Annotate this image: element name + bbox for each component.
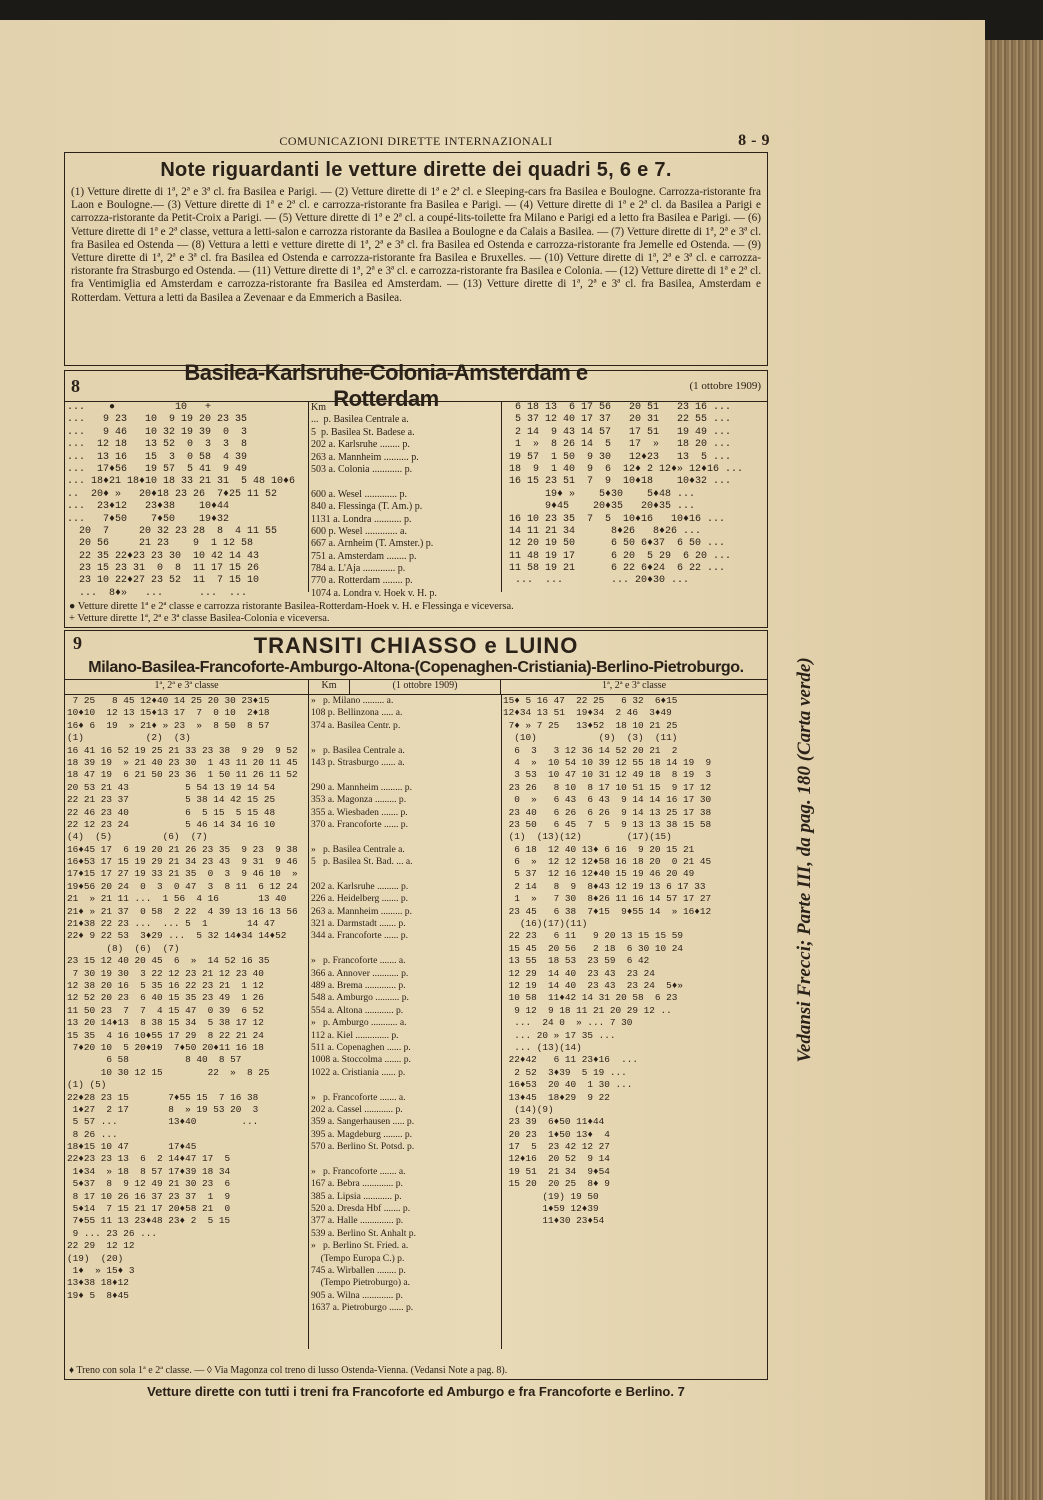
time-row: 17♦15 17 27 19 33 21 35 0 3 9 46 10 » [67,868,298,880]
time-row: 11 50 23 7 7 4 15 47 0 39 6 52 [67,1004,264,1016]
time-row: 23 39 6♦50 11♦44 [503,1116,605,1128]
time-row: 1♦34 » 18 8 57 17♦39 18 34 [67,1165,231,1177]
table-title: TRANSITI CHIASSO e LUINO [253,633,579,658]
time-row: 20 56 21 23 9 1 12 58 [67,538,254,550]
timetable-9-left-times [67,695,298,1302]
station-row: » p. Francoforte ....... a. [311,955,406,967]
time-row: ... 9 46 10 32 19 39 0 3 [67,426,248,438]
table-title: Basilea-Karlsruhe-Colonia-Amsterdam e Rotterdam [184,360,588,411]
timetable-8-stations [311,402,437,600]
time-row: 3 53 10 47 10 31 12 49 18 8 19 3 [503,769,712,781]
station-row: 570 a. Berlino St. Potsd. p. [311,1141,415,1153]
station-row: » p. Francoforte ....... a. [311,1091,406,1103]
time-row: 16♦53 20 40 1 30 ... [503,1079,633,1091]
time-row: 12 52 20 23 6 40 15 35 23 49 1 26 [67,992,264,1004]
station-row: 1074 a. Londra v. Hoek v. H. p. [311,587,437,599]
time-row: 15 35 4 16 10♦55 17 29 8 22 21 24 [67,1029,264,1041]
station-row: » p. Francoforte ....... a. [311,1165,406,1177]
station-row: 202 a. Cassel ............ p. [311,1103,403,1115]
time-row: ... 8♦» ... ... ... [67,587,248,599]
time-row: 10 58 11♦42 14 31 20 58 6 23 [503,992,678,1004]
time-row: 13 20 14♦13 8 38 15 34 5 38 17 12 [67,1017,264,1029]
time-row: 15 20 20 25 8♦ 9 [503,1178,610,1190]
time-row: 6 18 12 40 13♦ 6 16 9 20 15 21 [503,843,695,855]
notes-box [64,152,768,366]
time-row: 19♦ » 5♦30 5♦48 ... [503,488,696,500]
time-row: 13♦38 18♦12 [67,1277,129,1289]
station-row: 395 a. Magdeburg ........ p. [311,1128,413,1140]
timetable-9-header [65,631,767,680]
timetable-8-footnotes [69,601,763,625]
station-row: 321 a. Darmstadt ....... p. [311,918,406,930]
station-row: 359 a. Sangerhausen ..... p. [311,1116,415,1128]
time-row: 15 45 20 56 2 18 6 30 10 24 [503,942,684,954]
time-row: ... 20 » 17 35 ... [503,1029,616,1041]
station-row: 503 a. Colonia ............ p. [311,463,413,475]
station-row: 344 a. Francoforte ...... p. [311,930,408,942]
time-row: 16♦53 17 15 19 29 21 34 23 43 9 31 9 46 [67,856,298,868]
station-row [311,476,437,488]
time-row: (14)(9) [503,1103,554,1115]
time-row: 13♦45 18♦29 9 22 [503,1091,610,1103]
timetable-8-grid [65,402,767,599]
time-row: 16♦45 17 6 19 20 21 26 23 35 9 23 9 38 [67,843,298,855]
station-row: 667 a. Arnheim (T. Amster.) p. [311,538,434,550]
station-row: 370 a. Francoforte ...... p. [311,818,408,830]
time-row: 1♦59 12♦39 [503,1203,599,1215]
time-row: ... 17♦56 19 57 5 41 9 49 [67,463,248,475]
time-row: 22♦42 6 11 23♦16 ... [503,1054,639,1066]
side-text: Vedansi Frecci; Parte III, da pag. 180 (Carta verde) [794,657,815,1063]
time-row: 19♦ 5 8♦45 [67,1289,129,1301]
time-row: (4) (5) (6) (7) [67,831,208,843]
time-row: 23 15 23 31 0 8 11 17 15 26 [67,563,260,575]
time-row: 2 14 9 43 14 57 17 51 19 49 ... [503,426,732,438]
time-row: 17 5 23 42 12 27 [503,1141,610,1153]
time-row: 2 52 3♦39 5 19 ... [503,1066,627,1078]
time-row: 15♦ 5 16 47 22 25 6 32 6♦15 [503,695,678,706]
table-number: 9 [73,633,82,653]
station-row: 202 a. Karlsruhe ........ p. [311,439,410,451]
time-row: 20 7 20 32 23 28 8 4 11 55 [67,525,278,537]
station-row: 290 a. Mannheim ......... p. [311,781,412,793]
station-row: 374 a. Basilea Centr. p. [311,719,401,731]
time-row: 23 26 8 10 8 17 10 51 15 9 17 12 [503,781,712,793]
station-row: (Tempo Europa C.) p. [311,1252,405,1264]
time-row: 9 12 9 18 11 21 20 29 12 .. [503,1004,672,1016]
time-row: 6 18 13 6 17 56 20 51 23 16 ... [503,402,732,413]
table-date: (1 ottobre 1909) [350,680,501,694]
time-row: 16 15 23 51 7 9 10♦18 10♦32 ... [503,476,732,488]
time-row: 12 19 14 40 23 43 23 24 5♦» [503,979,684,991]
time-row: 21 » 21 11 ... 1 56 4 16 13 40 [67,893,287,905]
time-row: (19) (20) [67,1252,124,1264]
station-row: 202 a. Karlsruhe ......... p. [311,880,409,892]
time-row: ... 12 18 13 52 0 3 3 8 [67,439,248,451]
time-row: 23 10 22♦27 23 52 11 7 15 10 [67,575,260,587]
time-row: 7♦55 11 13 23♦48 23♦ 2 5 15 [67,1215,231,1227]
time-row: ... ● 10 + [67,402,230,413]
time-row: 22 46 23 40 6 5 15 5 15 48 [67,806,276,818]
station-row: 600 p. Wesel ............. a. [311,525,407,537]
time-row: 11 48 19 17 6 20 5 29 6 20 ... [503,550,732,562]
time-row: 21♦ » 21 37 0 58 2 22 4 39 13 16 13 56 [67,905,298,917]
table-date: (1 ottobre 1909) [689,380,761,392]
km-header: Km [309,680,350,694]
station-row: » p. Amburgo ........... a. [311,1017,407,1029]
time-row: 19 57 1 50 9 30 12♦23 13 5 ... [503,451,732,463]
time-row: 10 30 12 15 22 » 8 25 [67,1066,270,1078]
station-row: 263 a. Mannheim .......... p. [311,451,419,463]
time-row: 7♦ » 7 25 13♦52 18 10 21 25 [503,719,678,731]
time-row: 23 50 6 45 7 5 9 13 13 38 15 58 [503,818,712,830]
class-left: 1ª, 2ª e 3ª classe [65,680,309,694]
station-row: 554 a. Altona ............ p. [311,1004,404,1016]
footnote-cross: + Vetture dirette 1ª, 2ª e 3ª classe Basilea-Colonia e viceversa. [69,613,330,624]
station-row [311,732,416,744]
station-row: 770 a. Rotterdam ........ p. [311,575,413,587]
station-row: 1637 a. Pietroburgo ...... p. [311,1302,414,1314]
station-row [311,1153,416,1165]
station-row: 263 a. Mannheim ......... p. [311,905,412,917]
timetable-8-right-times [503,402,743,588]
time-row: 20 23 1♦50 13♦ 4 [503,1128,610,1140]
time-row: 12 29 14 40 23 43 23 24 [503,967,655,979]
time-row: ... 9 23 10 9 19 20 23 35 [67,414,248,426]
time-row: ... 18♦21 18♦10 18 33 21 31 5 48 10♦6 [67,476,296,488]
time-row: ... 7♦50 7♦50 19♦32 [67,513,230,525]
station-row [311,1079,416,1091]
table-number: 8 [71,375,80,396]
station-row: 745 a. Wirballen ........ p. [311,1264,406,1276]
station-row: 1131 a. Londra ........... p. [311,513,412,525]
notes-text: (1) Vetture dirette di 1ª, 2ª e 3ª cl. fra Basilea e Parigi. — (2) Vetture dirette di 1ª e 2ª cl. e Sleeping-cars fra Basilea e Boulogne. Carrozza-ristorante fra Laon e Boulogne.— (3) Vetture dirette di 1ª e 2ª cl. e carrozza-ristorante fra Basilea e Parigi. — (4) Vetture dirette di 1ª e 2ª cl. da Basilea a Parigi e carrozza-ristorante da Petit-Croix a Parigi. — (5) Vetture dirette di 1ª e 2ª cl. a coupé-lits-toilette fra Milano e Parigi ed a letto fra Basilea e Parigi. — (6) Vetture dirette di 1ª e 2ª classe, vettura a letti-salon e carrozza ristorante da Basilea a Boulogne e da Calais a Basilea. — (7) Vetture dirette di 1ª, 2ª e 3ª cl. fra Basilea ed Ostenda — (8) Vettura a letti e vetture dirette di 1ª, 2ª e 3ª cl. fra Basilea ed Ostenda e carrozza-ristorante fra Jemelle ed Ostenda. — (9) Vetture dirette di 1ª, 2ª e 3ª cl. fra Basilea ed Ostenda e carrozza-ristorante fra Basilea e Bruxelles. — (10) Vetture dirette di 1ª, 2ª e 3ª cl. e carrozza-ristorante fra Strasburgo ed Ostenda. — (11) Vetture dirette di 1ª, 2ª e 3ª cl. e carrozza-ristorante fra Basilea e Colonia. — (12) Vetture dirette di 1ª e 2ª cl. fra Ventimiglia ed Amsterdam e carrozza-ristorante fra Basilea ed Amsterdam. — (13) Vetture dirette di 1ª, 2ª e 3ª cl. fra Basilea, Amsterdam e Rotterdam. Vettura a letti da Basilea a Zevenaar e da Emmerich a Basilea. [71,186,761,304]
station-row: » p. Basilea Centrale a. [311,843,405,855]
time-row: 5♦14 7 15 21 17 20♦58 21 0 [67,1203,231,1215]
time-row: ... (13)(14) [503,1041,582,1053]
station-row: 600 a. Wesel ............. p. [311,488,407,500]
station-row: ... p. Basilea Centrale a. [311,414,409,426]
timetable-9-right-times [503,695,711,1228]
time-row: 5 57 ... 13♦40 ... [67,1116,259,1128]
time-row: 4 » 10 54 10 39 12 55 18 14 19 9 [503,756,712,768]
time-row: 12 20 19 50 6 50 6♦37 6 50 ... [503,538,726,550]
time-row: 7 30 19 30 3 22 12 23 21 12 23 40 [67,967,264,979]
time-row: 18 47 19 6 21 50 23 36 1 50 11 26 11 52 [67,769,298,781]
time-row: 11 58 19 21 6 22 6♦24 6 22 ... [503,563,726,575]
station-row [311,831,416,843]
station-row: 5 p. Basilea St. Badese a. [311,426,415,438]
station-row: 539 a. Berlino St. Anhalt p. [311,1227,416,1239]
time-row: ... ... ... 20♦30 ... [503,575,690,587]
station-row: 5 p. Basilea St. Bad. ... a. [311,856,413,868]
time-row: 7♦20 10 5 20♦19 7♦50 20♦11 16 18 [67,1041,264,1053]
station-row: 1008 a. Stoccolma ....... p. [311,1054,411,1066]
station-row: 108 p. Bellinzona ..... a. [311,707,403,719]
time-row: 23 15 12 40 20 45 6 » 14 52 16 35 [67,955,270,967]
station-row: 520 a. Dresda Hbf ....... p. [311,1203,411,1215]
station-row: 784 a. L'Aja ............. p. [311,563,406,575]
time-row: 5 37 12 16 12♦40 15 19 46 20 49 [503,868,695,880]
station-row: 1022 a. Cristiania ...... p. [311,1066,406,1078]
station-row: 355 a. Wiesbaden ....... p. [311,806,408,818]
time-row: 19♦56 20 24 0 3 0 47 3 8 11 6 12 24 [67,880,298,892]
timetable-8 [64,360,768,628]
notes-title: Note riguardanti le vetture dirette dei quadri 5, 6 e 7. [160,159,672,181]
station-row: 489 a. Brema ............. p. [311,979,406,991]
time-row: (1) (2) (3) [67,732,191,744]
time-row: 22 21 23 37 5 38 14 42 15 25 [67,794,276,806]
timetable-9-grid [65,695,767,1349]
time-row: (19) 19 50 [503,1190,599,1202]
time-row: 2 14 8 9 8♦43 12 19 13 6 17 33 [503,880,706,892]
time-row: 8 17 10 26 16 37 23 37 1 9 [67,1190,231,1202]
time-row: 12 38 20 16 5 35 16 22 23 21 1 12 [67,979,264,991]
time-row: (16)(17)(11) [503,918,588,930]
time-row: (8) (6) (7) [67,942,180,954]
timetable-9-footnote: ♦ Treno con sola 1ª e 2ª classe. — ◊ Via Magonza col treno di lusso Ostenda-Vienna. (Vedansi Note a pag. 8). [69,1365,508,1376]
bottom-line: Vetture dirette con tutti i treni fra Francoforte ed Amburgo e fra Francoforte e Berlino. 7 [147,1384,685,1399]
station-row [311,769,416,781]
book-edge-strip [985,40,1043,1500]
time-row: 16 10 23 35 7 5 10♦16 10♦16 ... [503,513,726,525]
time-row: 1♦27 2 17 8 » 19 53 20 3 [67,1103,259,1115]
running-head [62,128,770,154]
class-header-row [65,680,767,695]
time-row: 22 35 22♦23 23 30 10 42 14 43 [67,550,260,562]
time-row: 16♦ 6 19 » 21♦ » 23 » 8 50 8 57 [67,719,270,731]
time-row: 23 45 6 38 7♦15 9♦55 14 » 16♦12 [503,905,712,917]
time-row: 18♦15 10 47 17♦45 [67,1141,197,1153]
time-row: 23 40 6 26 6 26 9 14 13 25 17 38 [503,806,712,818]
time-row: 22♦28 23 15 7♦55 15 7 16 38 [67,1091,259,1103]
time-row: 12♦34 13 51 19♦34 2 46 3♦49 [503,707,672,719]
time-row: 10♦10 12 13 15♦13 17 7 0 10 2♦18 [67,707,270,719]
timetable-9-stations [311,695,416,1315]
time-row: 6 3 3 12 36 14 52 20 21 2 [503,744,678,756]
time-row: 6 58 8 40 8 57 [67,1054,242,1066]
station-row: 226 a. Heidelberg ....... p. [311,893,409,905]
time-row: 22♦23 23 13 6 2 14♦47 17 5 [67,1153,231,1165]
km-header: Km [311,402,326,413]
footnote-dot: ● Vetture dirette 1ª e 2ª classe e carrozza ristorante Basilea-Rotterdam-Hoek v. H. e Flessinga e viceversa. [69,601,514,612]
time-row: 1 » 7 30 8♦26 11 16 14 57 17 27 [503,893,712,905]
time-row: 14 11 21 34 8♦26 8♦26 ... [503,525,702,537]
timetable-9 [64,630,768,1380]
table-subtitle: Milano-Basilea-Francoforte-Amburgo-Altona-(Copenaghen-Cristiania)-Berlino-Pietroburgo. [88,659,744,676]
time-row: 22 29 12 12 [67,1240,135,1252]
time-row: 13 55 18 53 23 59 6 42 [503,955,650,967]
time-row: 11♦30 23♦54 [503,1215,605,1227]
time-row: 19 51 21 34 9♦54 [503,1165,610,1177]
time-row: 5♦37 8 9 12 49 21 30 23 6 [67,1178,231,1190]
time-row: 5 37 12 40 17 37 20 31 22 55 ... [503,414,732,426]
time-row: 0 » 6 43 6 43 9 14 14 16 17 30 [503,794,712,806]
time-row: 21♦38 22 23 ... ... 5 1 14 47 [67,918,276,930]
time-row: .. 20♦ » 20♦18 23 26 7♦25 11 52 [67,488,278,500]
station-row: 751 a. Amsterdam ........ p. [311,550,417,562]
time-row: (1) (5) [67,1079,107,1091]
time-row: 22 12 23 24 5 46 14 34 16 10 [67,818,276,830]
page-number: 8 - 9 [738,132,770,149]
station-row: » p. Berlino St. Fried. a. [311,1240,409,1252]
time-row: 16 41 16 52 19 25 21 33 23 38 9 29 9 52 [67,744,298,756]
time-row: (10) (9) (3) (11) [503,732,678,744]
station-row: 511 a. Copenaghen ...... p. [311,1041,411,1053]
time-row: 20 53 21 43 5 54 13 19 14 54 [67,781,276,793]
station-row: 167 a. Bebra ............. p. [311,1178,403,1190]
side-margin-text [785,420,825,1300]
station-row: 143 p. Strasburgo ...... a. [311,756,405,768]
station-row: 353 a. Magonza ......... p. [311,794,407,806]
station-row: 377 a. Halle .............. p. [311,1215,404,1227]
time-row: ... 13 16 15 3 0 58 4 39 [67,451,248,463]
station-row: » p. Milano ......... a. [311,695,394,706]
time-row: 22 23 6 11 9 20 13 15 15 59 [503,930,684,942]
station-row: 112 a. Kiel .............. p. [311,1029,399,1041]
time-row: 1♦ » 15♦ 3 [67,1264,135,1276]
station-row [311,943,416,955]
time-row: 8 26 ... [67,1128,118,1140]
running-head-title: COMUNICAZIONI DIRETTE INTERNAZIONALI [279,133,553,148]
timetable-8-left-times [67,402,295,600]
time-row: 9♦45 20♦35 20♦35 ... [503,501,696,513]
time-row: 18 9 1 40 9 6 12♦ 2 12♦» 12♦16 ... [503,463,744,475]
station-row: 548 a. Amburgo .......... p. [311,992,409,1004]
station-row [311,868,416,880]
time-row: 9 ... 23 26 ... [67,1227,158,1239]
station-row: 366 a. Annover ........... p. [311,967,409,979]
time-row: 22♦ 9 22 53 3♦29 ... 5 32 14♦34 14♦52 [67,930,287,942]
time-row: (1) (13)(12) (17)(15) [503,831,672,843]
time-row: 18 39 19 » 21 40 23 30 1 43 11 20 11 45 [67,756,298,768]
time-row: ... 24 0 » ... 7 30 [503,1017,633,1029]
station-row: » p. Basilea Centrale a. [311,744,405,756]
station-row: 840 a. Flessinga (T. Am.) p. [311,501,423,513]
station-row: (Tempo Pietroburgo) a. [311,1277,411,1289]
class-right: 1ª, 2ª e 3ª classe [601,680,667,691]
time-row: 12♦16 20 52 9 14 [503,1153,610,1165]
station-row: 385 a. Lipsia ............ p. [311,1190,402,1202]
time-row: 6 » 12 12 12♦58 16 18 20 0 21 45 [503,856,712,868]
time-row: ... 23♦12 23♦38 10♦44 [67,501,230,513]
time-row: 1 » 8 26 14 5 17 » 18 20 ... [503,439,732,451]
time-row: 7 25 8 45 12♦40 14 25 20 30 23♦15 [67,695,270,706]
station-row: 905 a. Wilna ............. p. [311,1289,403,1301]
